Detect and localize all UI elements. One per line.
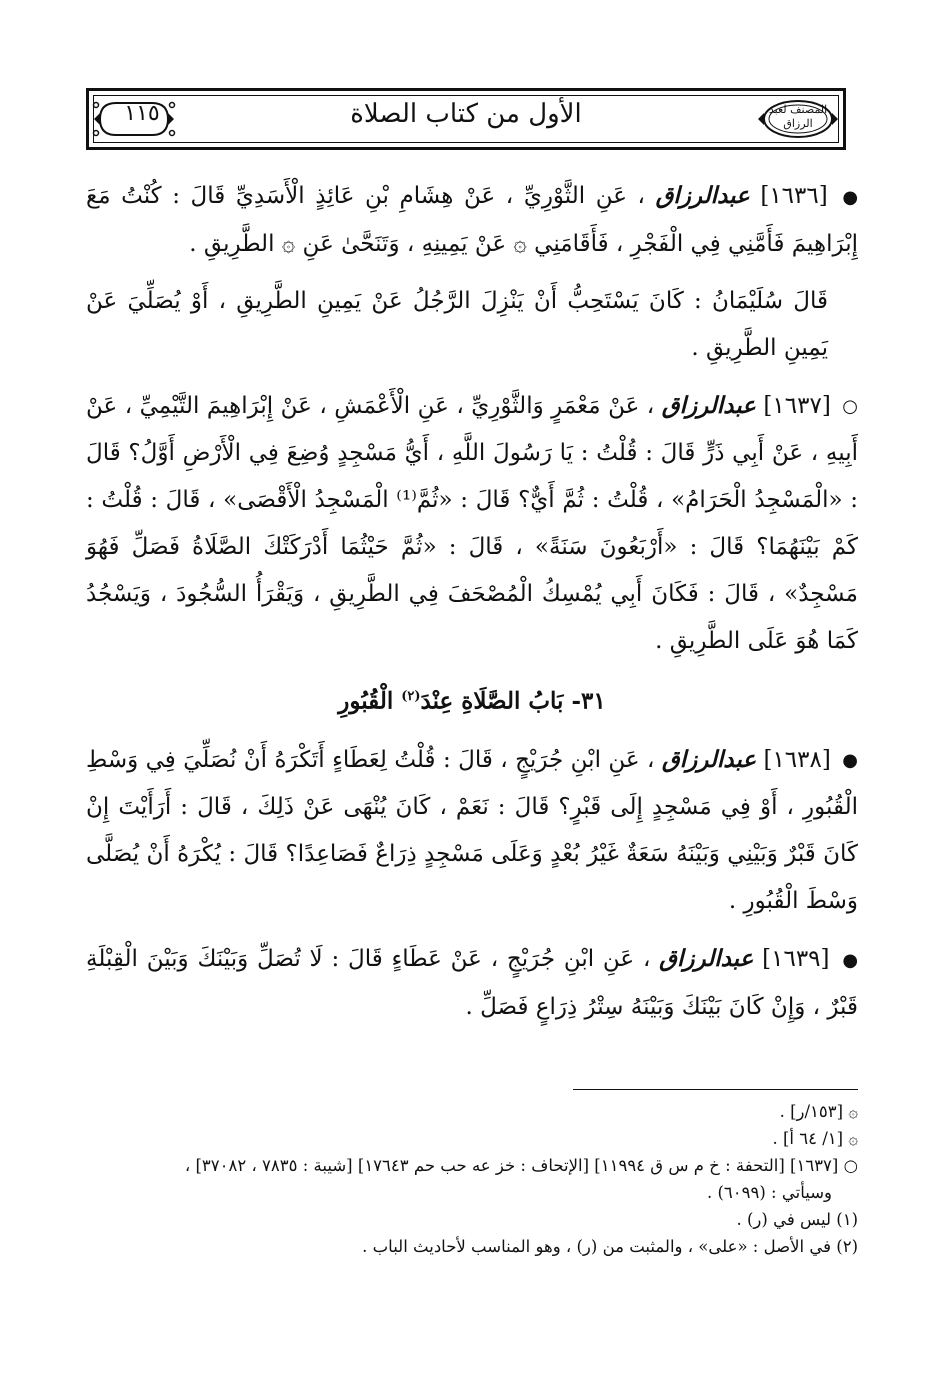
footnote-line: ۞ [١٥٣/ر] . — [779, 1102, 858, 1121]
hadith-1637 — [86, 382, 858, 666]
footnote-line: ۞ [١/ ٦٤ أ] . — [772, 1129, 858, 1148]
footnote-line: ○ [١٦٣٧] [التحفة : خ م س ق ١١٩٩٤] [الإتحاف : خز عه حب حم ١٧٦٤٣] [شيبة : ٧٨٣٥ ، ٣٧٠٨٢] ، — [184, 1156, 858, 1175]
chapter-title-end: الْقُبُورِ — [338, 687, 394, 715]
hadith-number: [١٦٣٩] — [762, 946, 830, 973]
hadith-1636-comment — [86, 278, 858, 372]
bullet-filled-icon: ● — [842, 750, 858, 772]
running-header — [86, 88, 846, 150]
hadith-author: عبدالرزاق — [661, 745, 757, 773]
bullet-hollow-icon: ○ — [842, 396, 859, 417]
comment-text: قَالَ سُلَيْمَانُ : كَانَ يَسْتَحِبُّ أَنْ يَنْزِلَ الرَّجُلُ عَنْ يَمِينِ الطَّرِيقِ ، أَوْ يُصَلِّيَ عَنْ يَمِينِ الطَّرِيقِ . — [86, 287, 828, 361]
footnote-line: (٢) في الأصل : «على» ، والمثبت من (ر) ، وهو المناسب لأحاديث الباب . — [362, 1237, 858, 1256]
hadith-number: [١٦٣٦] — [760, 183, 828, 209]
hadith-text: ، عَنِ ابْنِ جُرَيْجٍ ، قَالَ : قُلْتُ لِعَطَاءٍ أَتَكْرَهُ أَنْ نُصَلِّيَ فِي وَسْطِ الْقُبُورِ ، أَوْ فِي مَسْجِدٍ إِلَى قَبْرٍ؟ قَالَ : نَعَمْ ، كَانَ يُنْهَى عَنْ ذَلِكَ ، قَالَ : أَرَأَيْتَ إِنْ كَانَ قَبْرٌ وَبَيْنِي وَبَيْنَهُ سَعَةٌ غَيْرُ بُعْدٍ وَعَلَى مَسْجِدٍ ذِرَاعٌ فَصَاعِدًا؟ قَالَ : يُكْرَهُ أَنْ يُصَلَّى وَسْطَ الْقُبُورِ . — [86, 746, 858, 915]
hadith-1639 — [86, 935, 858, 1031]
footnote-line: وسيأتي : (٦٠٩٩) . — [706, 1183, 832, 1202]
chapter-heading — [86, 675, 858, 724]
book-seal-text: المصنف لعبد الرزاق — [768, 103, 828, 130]
hadith-author: عبدالرزاق — [655, 182, 750, 209]
main-text — [86, 172, 858, 1041]
chapter-title: ٣١- بَابُ الصَّلَاةِ عِنْدَ — [420, 687, 606, 715]
footnote-line: (١) ليس في (ر) . — [736, 1210, 858, 1229]
hadith-text: ، عَنِ الثَّوْرِيِّ ، عَنْ هِشَامِ بْنِ عَائِذٍ الْأَسَدِيِّ قَالَ : كُنْتُ مَعَ إِبْرَاهِيمَ فَأَمَّنِي فِي الْفَجْرِ ، فَأَقَامَنِي ۞ عَنْ يَمِينِهِ ، وَتَنَحَّىٰ عَنِ ۞ الطَّرِيقِ . — [86, 183, 858, 257]
bullet-filled-icon: ● — [842, 186, 859, 208]
bullet-filled-icon: ● — [842, 949, 859, 971]
hadith-1638 — [86, 736, 858, 926]
hadith-number: [١٦٣٨] — [763, 746, 831, 773]
header-title: الأول من كتاب الصلاة — [350, 99, 582, 129]
hadith-text: ، عَنِ ابْنِ جُرَيْجٍ ، عَنْ عَطَاءٍ قَالَ : لَا تُصَلِّ وَبَيْنَكَ وَبَيْنَ الْقِبْلَةِ قَبْرٌ ، وَإِنْ كَانَ بَيْنَكَ وَبَيْنَهُ سِتْرُ ذِرَاعٍ فَصَلِّ . — [86, 946, 858, 1020]
hadith-number: [١٦٣٧] — [763, 392, 831, 419]
hadith-text: ، عَنْ مَعْمَرٍ وَالثَّوْرِيِّ ، عَنِ الْأَعْمَشِ ، عَنْ إِبْرَاهِيمَ التَّيْمِيِّ ، عَنْ أَبِيهِ ، عَنْ أَبِي ذَرٍّ قَالَ : قُلْتُ : يَا رَسُولَ اللَّهِ ، أَيُّ مَسْجِدٍ وُضِعَ فِي الْأَرْضِ أَوَّلُ؟ قَالَ : «الْمَسْجِدُ الْحَرَامُ» ، قُلْتُ : ثُمَّ أَيٌّ؟ قَالَ : «ثُمَّ⁽¹⁾ الْمَسْجِدُ الْأَقْصَى» ، قَالَ : قُلْتُ : كَمْ بَيْنَهُمَا؟ قَالَ : «أَرْبَعُونَ سَنَةً» ، قَالَ : «ثُمَّ حَيْثُمَا أَدْرَكَتْكَ الصَّلَاةُ فَصَلِّ فَهُوَ مَسْجِدٌ» ، قَالَ : فَكَانَ أَبِي يُمْسِكُ الْمُصْحَفَ فِي الطَّرِيقِ ، وَيَقْرَأُ السُّجُودَ ، وَيَسْجُدُ كَمَا هُوَ عَلَى الطَّرِيقِ . — [86, 392, 858, 654]
footnote-marker: (٢) — [401, 689, 421, 704]
hadith-author: عبدالرزاق — [659, 945, 754, 973]
hadith-author: عبدالرزاق — [661, 391, 756, 419]
hadith-1636 — [86, 172, 858, 268]
footnotes — [86, 1098, 858, 1260]
page-number: ١١٥ — [124, 101, 160, 126]
footnote-divider — [573, 1089, 858, 1090]
